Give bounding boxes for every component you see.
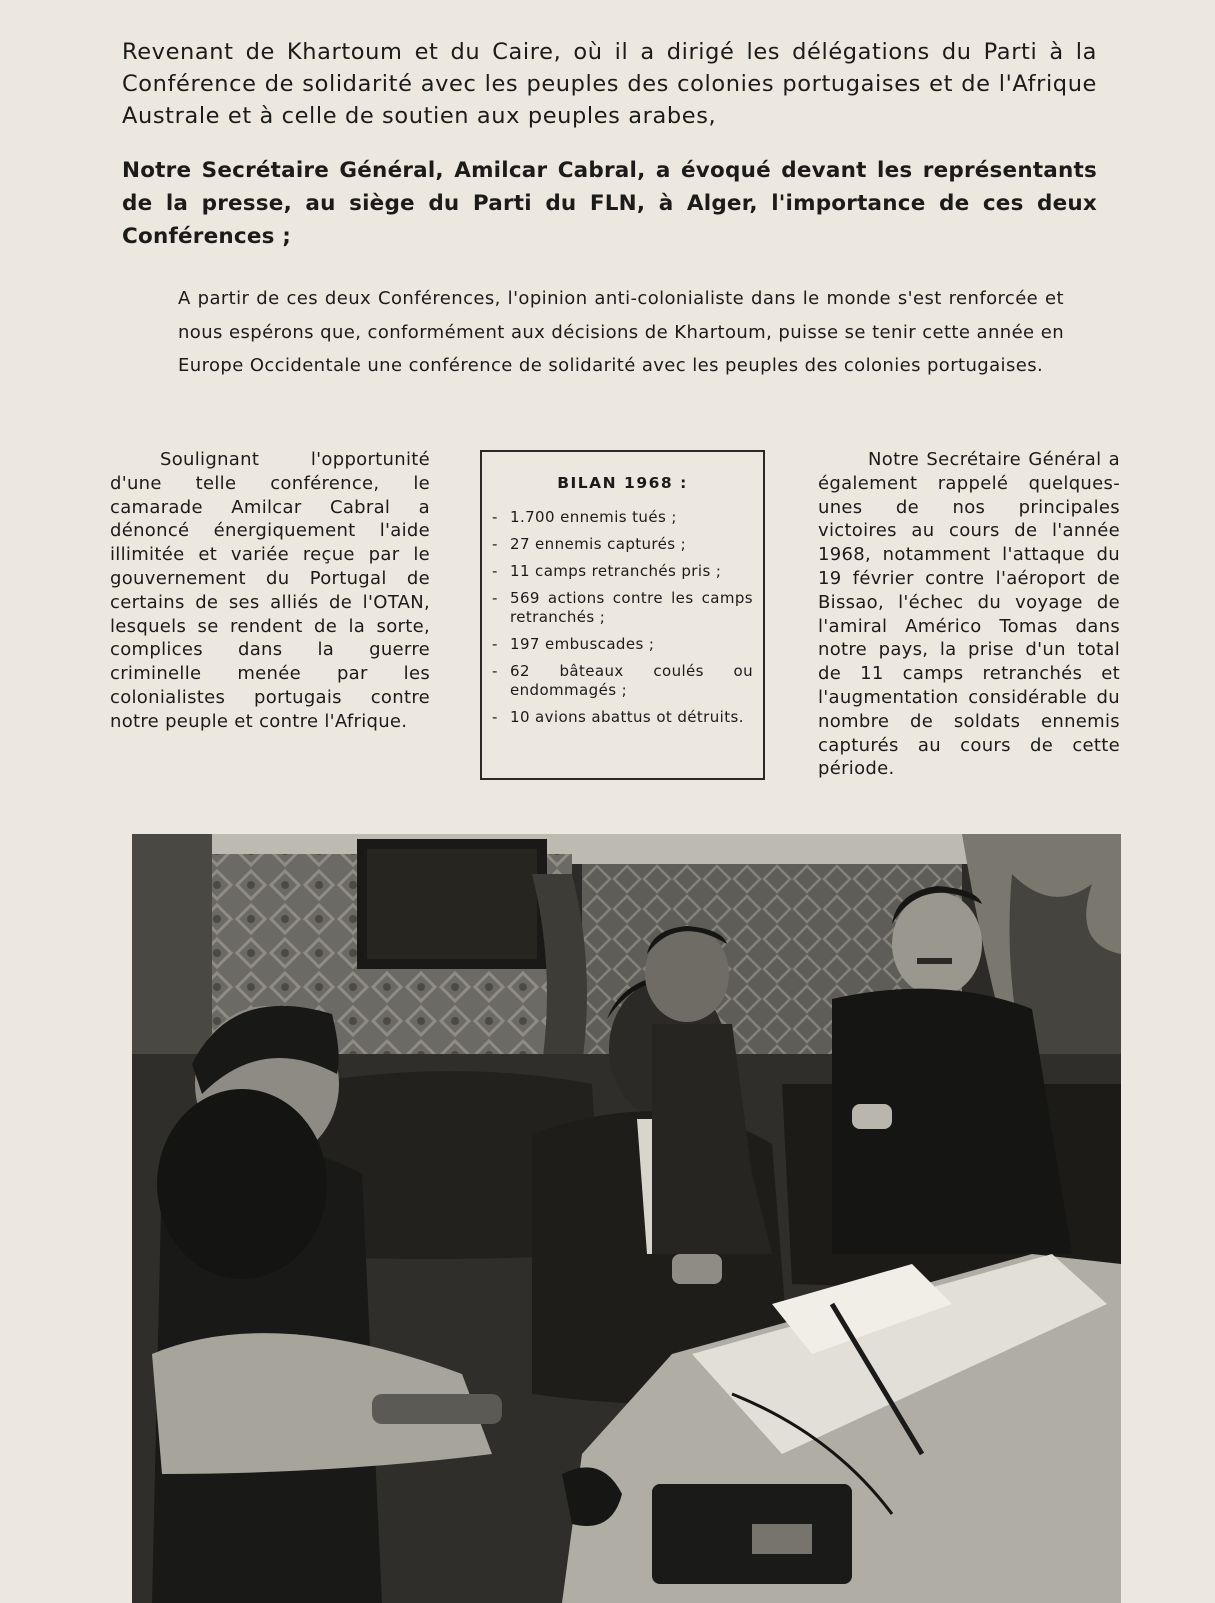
bilan-item: - 62 bâteaux coulés ou endommagés ;	[492, 662, 753, 700]
bilan-item: - 1.700 ennemis tués ;	[492, 508, 753, 527]
lead-paragraph: Notre Secrétaire Général, Amilcar Cabral, a évoqué devant les représentants de la presse, au siège du Parti du FLN, à Alger, l'importance de ces deux Conférences ;	[122, 158, 1097, 249]
bilan-box	[480, 450, 765, 780]
bilan-item: - 569 actions contre les camps retranchés ;	[492, 589, 753, 627]
bilan-title: BILAN 1968 :	[557, 474, 688, 492]
quote-paragraph: A partir de ces deux Conférences, l'opinion anti-colonialiste dans le monde s'est renforcée et nous espérons que, conformément aux décisions de Khartoum, puisse se tenir cette année en Europe Occidentale une conférence de solidarité avec les peuples des colonies portugaises.	[178, 288, 1064, 376]
left-column-text: Soulignant l'opportunité d'une telle conférence, le camarade Amilcar Cabral a dénoncé énergiquement l'aide illimitée et variée reçue par le gouvernement du Portugal de certains de ses alliés de l'OTAN, lesquels se rendent de la sorte, complices dans la guerre criminelle menée par les colonialistes portugais contre notre peuple et contre l'Afrique.	[110, 449, 430, 732]
right-column-text: Notre Secrétaire Général a également rappelé quelques-unes de nos principales victoires au cours de l'année 1968, notamment l'attaque du 19 février contre l'aéroport de Bissao, l'échec du voyage de l'amiral Américo Tomas dans notre pays, la prise d'un total de 11 camps retranchés et l'augmentation considérable du nombre de soldats ennemis capturés au cours de cette période.	[818, 449, 1120, 780]
bilan-item: - 27 ennemis capturés ;	[492, 535, 753, 554]
bilan-item: - 11 camps retranchés pris ;	[492, 562, 753, 581]
press-conference-photo	[132, 834, 1121, 1603]
intro-paragraph: Revenant de Khartoum et du Caire, où il a dirigé les délégations du Parti à la Conférence de solidarité avec les peuples des colonies portugaises et de l'Afrique Australe et à celle de soutien aux peuples arabes,	[122, 39, 1097, 129]
bilan-item: - 10 avions abattus ot détruits.	[492, 708, 753, 727]
bilan-item: - 197 embuscades ;	[492, 635, 753, 654]
bilan-list	[492, 508, 753, 727]
